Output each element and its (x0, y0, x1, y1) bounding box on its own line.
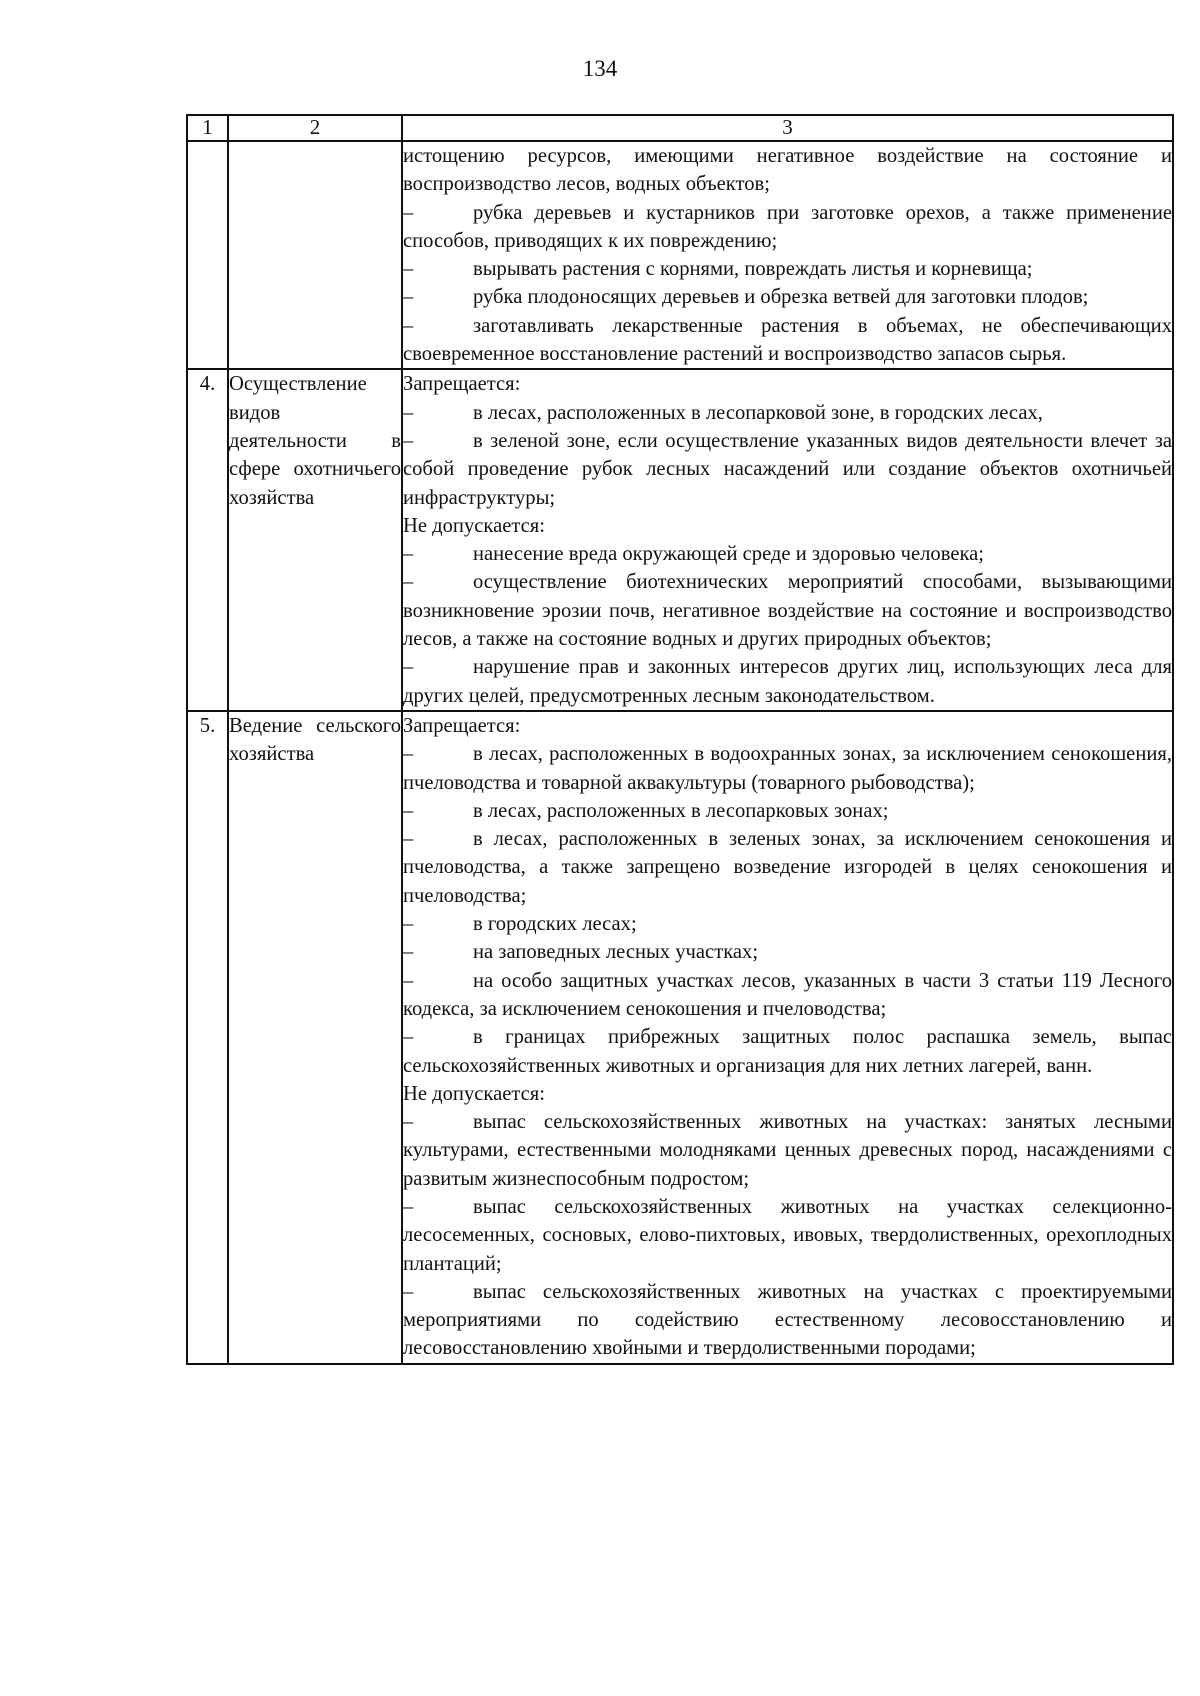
restriction-item (403, 797, 1172, 825)
restriction-item (403, 910, 1172, 938)
restriction-item (403, 1108, 1172, 1193)
section-text: истощению ресурсов, имеющими негативное воздействие на состояние и воспроизводство лесов, водных объектов; (403, 145, 1172, 196)
restriction-item (403, 568, 1172, 653)
restriction-item (403, 967, 1172, 1024)
restriction-item (403, 740, 1172, 797)
dash-marker: – (403, 286, 414, 309)
restriction-item (403, 427, 1172, 512)
restriction-text: заготавливать лекарственные растения в объемах, не обеспечивающих своевременное восстановление растений и воспроизводство запасов сырья. (403, 314, 1172, 366)
activity-name-text: Ведение сельского хозяйства (229, 714, 401, 766)
section-text: Запрещается: (403, 373, 521, 396)
restriction-text: на заповедных лесных участках; (473, 941, 759, 964)
restriction-text: выпас сельскохозяйственных животных на участках селекционно-лесосеменных, сосновых, елово-пихтовых, ивовых, твердолиственных, орехоплодных плантаций; (403, 1195, 1172, 1275)
section-text: Не допускается: (403, 1082, 545, 1105)
restriction-text: в лесах, расположенных в водоохранных зонах, за исключением сенокошения, пчеловодства и товарной аквакультуры (товарного рыбоводства); (403, 743, 1172, 794)
dash-marker: – (403, 656, 414, 679)
section-text: Не допускается: (403, 514, 545, 537)
restrictions-cell (402, 711, 1173, 1364)
restriction-item (403, 255, 1172, 283)
table-row (187, 141, 1173, 369)
column-header-2: 2 (228, 115, 402, 141)
dash-marker: – (403, 571, 414, 594)
restriction-text: выпас сельскохозяйственных животных на участках: занятых лесными культурами, естественными молодняками ценных древесных пород, насаждениями с развитым жизнеспособным подростом; (403, 1111, 1172, 1190)
restriction-item (403, 199, 1172, 256)
regulation-table (186, 114, 1174, 1365)
activity-name-text: Осуществление видов деятельности в сфере охотничьего хозяйства (229, 373, 401, 509)
activity-name (228, 369, 402, 711)
table-row (187, 369, 1173, 711)
restriction-text: в зеленой зоне, если осуществление указанных видов деятельности влечет за собой проведение рубок лесных насаждений или создание объектов охотничьей инфраструктуры; (403, 429, 1172, 509)
restriction-item (403, 825, 1172, 910)
restriction-item (403, 938, 1172, 966)
restriction-text: в городских лесах; (473, 913, 637, 936)
dash-marker: – (403, 401, 414, 424)
row-number: 4. (187, 369, 228, 711)
restriction-item (403, 540, 1172, 568)
restriction-text: нанесение вреда окружающей среде и здоровью человека; (473, 543, 985, 566)
dash-marker: – (403, 743, 414, 766)
dash-marker: – (403, 1111, 414, 1134)
dash-marker: – (403, 828, 414, 851)
dash-marker: – (403, 969, 414, 992)
restriction-item (403, 1023, 1172, 1080)
dash-marker: – (403, 429, 414, 452)
restriction-text: в лесах, расположенных в лесопарковой зоне, в городских лесах, (473, 401, 1043, 424)
restriction-item (403, 1193, 1172, 1278)
table-row (187, 711, 1173, 1364)
restriction-text: рубка плодоносящих деревьев и обрезка ветвей для заготовки плодов; (473, 286, 1089, 309)
section-text: Запрещается: (403, 714, 521, 737)
dash-marker: – (403, 314, 414, 337)
dash-marker: – (403, 941, 414, 964)
dash-marker: – (403, 543, 414, 566)
restriction-item (403, 283, 1172, 311)
restriction-item (403, 1278, 1172, 1363)
dash-marker: – (403, 1280, 414, 1303)
row-number (187, 141, 228, 369)
restrictions-cell (402, 369, 1173, 711)
restriction-item (403, 312, 1172, 369)
restriction-text: нарушение прав и законных интересов других лиц, использующих леса для других целей, предусмотренных лесным законодательством. (403, 656, 1172, 707)
dash-marker: – (403, 1195, 414, 1218)
restriction-text: в лесах, расположенных в лесопарковых зонах; (473, 799, 889, 822)
dash-marker: – (403, 913, 414, 936)
column-header-3: 3 (402, 115, 1173, 141)
header-row (187, 115, 1173, 141)
dash-marker: – (403, 258, 414, 281)
restriction-text: на особо защитных участках лесов, указанных в части 3 статьи 119 Лесного кодекса, за исключением сенокошения и пчеловодства; (403, 969, 1172, 1020)
page-number: 134 (582, 56, 618, 81)
dash-marker: – (403, 1026, 414, 1049)
dash-marker: – (403, 201, 414, 224)
restriction-item (403, 653, 1172, 710)
activity-name (228, 141, 402, 369)
restriction-text: выпас сельскохозяйственных животных на участках с проектируемыми мероприятиями по содействию естественному лесовосстановлению и лесовосстановлению хвойными и твердолиственными породами; (403, 1280, 1172, 1360)
dash-marker: – (403, 799, 414, 822)
restriction-item (403, 399, 1172, 427)
restriction-text: в границах прибрежных защитных полос распашка земель, выпас сельскохозяйственных животных и организация для них летних лагерей, ванн. (403, 1026, 1172, 1077)
restriction-text: осуществление биотехнических мероприятий способами, вызывающими возникновение эрозии почв, негативное воздействие на состояние и воспроизводство лесов, а также на состояние водных и других природных объектов; (403, 571, 1172, 651)
row-number: 5. (187, 711, 228, 1364)
column-header-1: 1 (187, 115, 228, 141)
restriction-text: рубка деревьев и кустарников при заготовке орехов, а также применение способов, приводящих к их повреждению; (403, 201, 1172, 252)
restriction-text: в лесах, расположенных в зеленых зонах, за исключением сенокошения и пчеловодства, а также запрещено возведение изгородей в целях сенокошения и пчеловодства; (403, 828, 1172, 907)
activity-name (228, 711, 402, 1364)
restriction-text: вырывать растения с корнями, повреждать листья и корневища; (473, 258, 1033, 281)
restrictions-cell (402, 141, 1173, 369)
